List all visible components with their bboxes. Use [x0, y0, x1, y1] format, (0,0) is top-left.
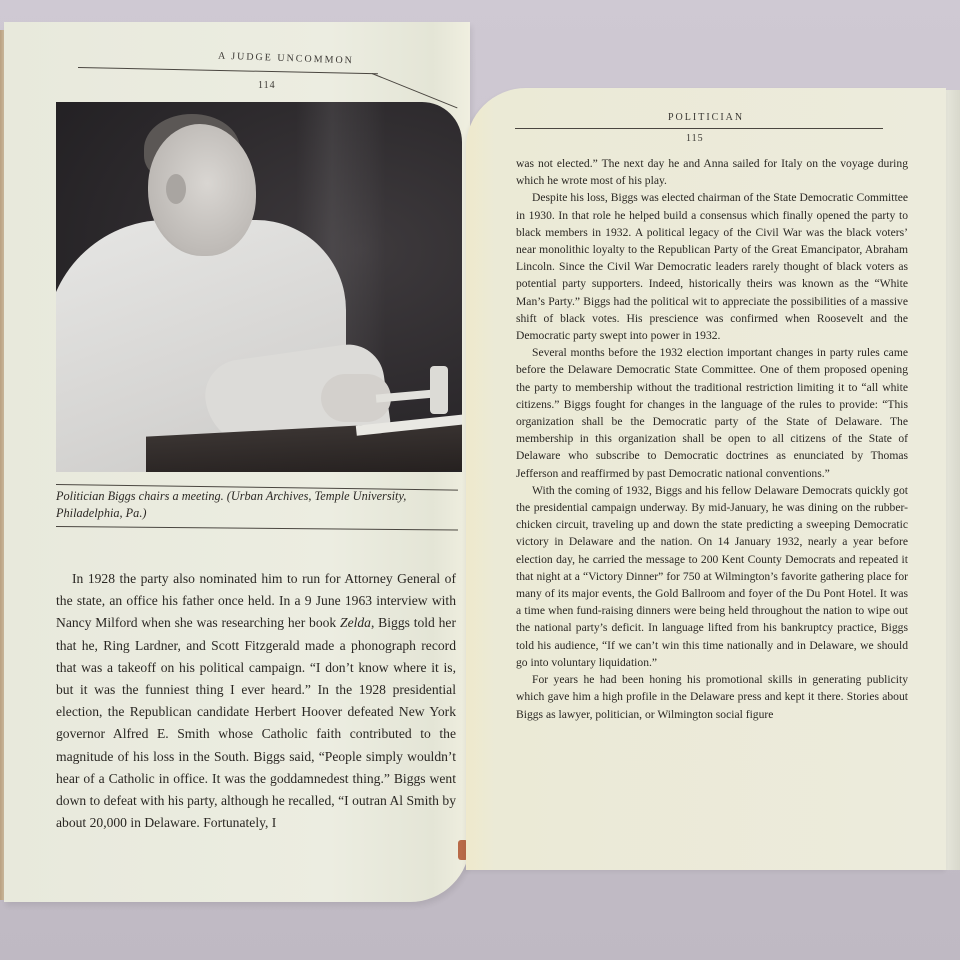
photo-subject-head [148, 124, 256, 256]
paragraph: With the coming of 1932, Biggs and his fellow Delaware Democrats quickly got the presidential campaign underway. By mid-January, he was dining on the rubber-chicken circuit, traveling up and down the state predicting a sweeping Democratic victory in Delaware and the nation. On 14 January 1932, nearly a year before election day, he carried the message to 200 Kent County Democrats and repeated it that night at a “Victory Dinner” for 750 at Wilmington’s favorite gathering place for many of its major events, the Gold Ballroom and foyer of the Du Pont Hotel. It was a time when fund-raising dinners were being held throughout the nation to wipe out the national party’s deficit. In language lifted from his bankruptcy practice, Biggs told his audience, “If we can’t win this time nationally and in Delaware, we should go into voluntary liquidation.” [516, 483, 908, 669]
page-number-left: 114 [258, 80, 276, 91]
photograph [56, 102, 462, 472]
paragraph: was not elected.” The next day he and Anna sailed for Italy on the voyage during which he wrote most of his play. [516, 157, 908, 188]
running-head-left: A JUDGE UNCOMMON [217, 50, 355, 67]
paragraph-text: In 1928 the party also nominated him to run for Attorney General of the state, an office his father once held. In a 9 June 1963 interview with Nancy Milford when she was researching her book [56, 571, 456, 631]
right-body-text [516, 155, 908, 723]
gavel-head [430, 366, 448, 414]
running-head-rule-right [515, 128, 883, 129]
photo-caption: Politician Biggs chairs a meeting. (Urban Archives, Temple University, Philadelphia, Pa.) [56, 489, 407, 520]
photo-subject-ear [166, 174, 186, 204]
left-body-text [56, 568, 456, 834]
running-head-right: POLITICIAN [668, 112, 745, 123]
page-number-right: 115 [686, 133, 704, 144]
book-title: Zelda [340, 615, 371, 631]
paragraph: Despite his loss, Biggs was elected chairman of the State Democratic Committee in 1930. In that role he helped build a consensus which finally opened the party to black members in 1932. A political legacy of the Civil War was the black voters’ near monolithic loyalty to the Republican Party of the Great Emancipator, Abraham Lincoln. Since the Civil War Democratic leaders rarely thought of black voters as potential party supporters. Indeed, historically theirs was known as the “White Man’s Party.” Biggs had the political wit to appreciate the possibilities of a massive shift of black votes. His prescience was confirmed when Roosevelt and the Democratic party swept into power in 1932. [516, 191, 908, 343]
paragraph-text: , Biggs told her that he, Ring Lardner, and Scott Fitzgerald made a phonograph record that was a takeoff on his political campaign. “I don’t know where it is, but it was the funniest thing I ever heard.” In the 1928 presidential election, the Republican candidate Herbert Hoover defeated New York governor Alfred E. Smith whose Catholic faith contributed to the magnitude of his loss in the South. Biggs said, “People simply wouldn’t hear of a Catholic in office. It was the goddamnedest thing.” Biggs went down to defeat with his party, although he recalled, “I outran Al Smith by about 20,000 in Delaware. Fortunately, I [56, 615, 456, 831]
paragraph [56, 568, 456, 834]
paragraph: Several months before the 1932 election important changes in party rules came before the Delaware Democratic State Committee. One of them proposed opening the party to membership without the traditional restriction limiting it to “all white citizens.” Biggs fought for changes in the language of the rules to provide: “This organization shall be the Democratic party of the State of Delaware. The membership in this organization shall be open to all citizens of the State of Delaware who subscribe to Democratic doctrines as enunciated by Thomas Jefferson and reaffirmed by past Democratic national conventions.” [516, 346, 908, 480]
paragraph: For years he had been honing his promotional skills in generating publicity which gave him a high profile in the Delaware press and kept it there. Stories about Biggs as lawyer, politician, or Wilmington social figure [516, 673, 908, 721]
